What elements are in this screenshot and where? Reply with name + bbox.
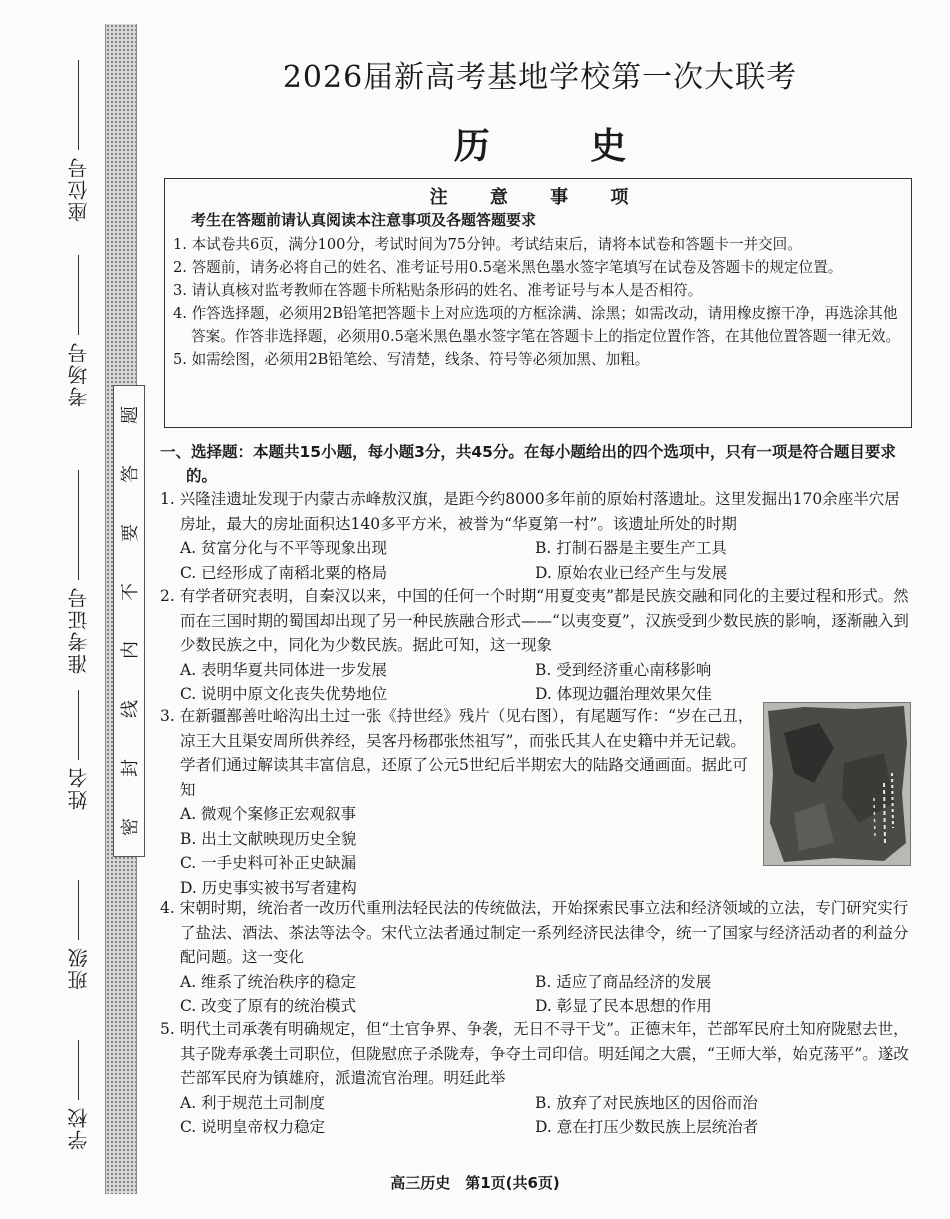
- page-footer: 高三历史 第1页(共6页): [390, 1174, 560, 1192]
- seal-char: 要: [120, 523, 141, 542]
- option-b: B. 放弃了对民族地区的因俗而治: [535, 1093, 758, 1112]
- exam-title: 2026届新高考基地学校第一次大联考: [282, 60, 798, 95]
- section-heading: 一、选择题：本题共15小题，每小题3分，共45分。在每小题给出的四个选项中，只有一项是符合题目要求的。: [160, 443, 896, 485]
- option-a: A. 表明华夏共同体进一步发展: [180, 660, 388, 679]
- question-2: [160, 584, 910, 707]
- exam-id-label: 准考证号: [66, 586, 91, 674]
- option-d: D. 体现边疆治理效果欠佳: [535, 685, 712, 703]
- school-field: [58, 1040, 98, 1156]
- option-b: B. 出土文献映现历史全貌: [180, 829, 357, 848]
- name-field: [58, 690, 98, 816]
- option-d: D. 意在打压少数民族上层统治者: [535, 1118, 759, 1136]
- name-label: 姓名: [66, 766, 91, 810]
- notice-item: 5. 如需绘图，必须用2B铅笔绘、写清楚，线条、符号等必须加黑、加粗。: [173, 351, 650, 368]
- option-c: C. 一手史料可补正史缺漏: [180, 854, 357, 872]
- exam-id-line: [78, 470, 79, 580]
- question-stem: 1. 兴隆洼遗址发现于内蒙古赤峰敖汉旗，是距今约8000多年前的原始村落遗址。这里发掘出170余座半穴居房址，最大的房址面积达140多平方米，被誉为“华夏第一村”。该遗址所处的时期: [160, 490, 900, 533]
- seal-line-box: [113, 385, 145, 857]
- exam-id-field: [58, 470, 98, 680]
- option-c: C. 已经形成了南稻北粟的格局: [180, 563, 388, 582]
- exam-room-field: [58, 255, 98, 413]
- option-b: B. 适应了商品经济的发展: [535, 972, 712, 991]
- seat-number-line: [78, 60, 79, 150]
- class-line: [78, 880, 79, 940]
- seal-char: 线: [120, 700, 141, 719]
- option-grid: [160, 536, 910, 585]
- question-1: [160, 487, 910, 585]
- class-field: [58, 880, 98, 996]
- question-stem: 2. 有学者研究表明，自秦汉以来，中国的任何一个时期“用夏变夷”都是民族交融和同化的主要过程和形式。然而在三国时期的蜀国却出现了另一种民族融合形式——“以夷变夏”，汉族受到少数民族的影响，逐渐融入到少数民族之中，同化为少数民族。据此可知，这一现象: [160, 587, 909, 654]
- seal-char: 内: [120, 641, 141, 660]
- question-5: [160, 1017, 910, 1140]
- seat-number-field: [58, 60, 98, 228]
- option-a: A. 利于规范土司制度: [180, 1093, 326, 1112]
- option-b: B. 受到经济重心南移影响: [535, 660, 712, 679]
- option-a: A. 贫富分化与不平等现象出现: [180, 539, 388, 557]
- option-d: D. 历史事实被书写者建构: [180, 878, 357, 897]
- name-line: [78, 690, 79, 760]
- option-a: A. 微观个案修正宏观叙事: [180, 805, 357, 823]
- notice-item: 1. 本试卷共6页，满分100分，考试时间为75分钟。考试结束后，请将本试卷和答题卡一并交回。: [173, 236, 802, 253]
- seal-char: 答: [120, 465, 141, 484]
- manuscript-fragment-image: [763, 702, 911, 866]
- school-line: [78, 1040, 79, 1100]
- notice-title: 注 意 事 项: [429, 187, 647, 208]
- notice-item: 3. 请认真核对监考教师在答题卡所粘贴条形码的姓名、准考证号与本人是否相符。: [173, 282, 703, 299]
- seat-number-label: 座位号: [66, 156, 91, 222]
- question-3: [160, 704, 758, 900]
- seal-char: 不: [120, 582, 141, 601]
- seal-char: 封: [120, 758, 141, 777]
- seal-char: 题: [120, 406, 141, 425]
- question-4: [160, 896, 910, 1019]
- exam-room-line: [78, 255, 79, 335]
- question-stem: 5. 明代土司承袭有明确规定，但“土官争界、争袭，无日不寻干戈”。正德末年，芒部军民府土知府陇慰去世，其子陇寿承袭土司职位，但陇慰庶子杀陇寿，争夺土司印信。明廷闻之大震，“王师大举，始克荡平”。遂改芒部军民府为镇雄府，派遣流官治理。明廷此举: [160, 1020, 909, 1087]
- class-label: 班级: [66, 946, 91, 990]
- manuscript-fragment-icon: [764, 703, 910, 865]
- option-c: C. 说明皇帝权力稳定: [180, 1118, 326, 1136]
- question-stem: 4. 宋朝时期，统治者一改历代重刑法轻民法的传统做法，开始探索民事立法和经济领域的立法，专门研究实行了盐法、酒法、茶法等法令。宋代立法者通过制定一系列经济民法律令，统一了国家与经济活动者的利益分配问题。这一变化: [160, 899, 909, 966]
- option-c: C. 改变了原有的统治模式: [180, 997, 357, 1015]
- option-d: D. 彰显了民本思想的作用: [535, 997, 712, 1015]
- option-grid: [160, 1091, 910, 1140]
- notice-box: [164, 178, 912, 428]
- option-a: A. 维系了统治秩序的稳定: [180, 972, 357, 991]
- question-stem: 3. 在新疆鄯善吐峪沟出土过一张《持世经》残片（见右图），有尾题写作：“岁在己丑，凉王大且渠安周所供养经，吴客丹杨郡张烋祖写”，而张氏其人在史籍中并无记载。学者们通过解读其丰富信息，还原了公元5世纪后半期宏大的陆路交通画面。据此可知: [160, 707, 754, 799]
- binding-margin: [0, 0, 105, 1219]
- seal-char: 密: [120, 817, 141, 836]
- option-b: B. 打制石器是主要生产工具: [535, 539, 727, 557]
- option-grid: [160, 802, 758, 900]
- school-label: 学校: [66, 1106, 91, 1150]
- notice-item: 4. 作答选择题，必须用2B铅笔把答题卡上对应选项的方框涂满、涂黑；如需改动，请用橡皮擦干净，再选涂其他答案。作答非选择题，必须用0.5毫米黑色墨水签字笔在答题卡上的指定位置作答，在其他位置答题一律无效。: [173, 305, 901, 345]
- subject-title: 历 史: [453, 126, 671, 167]
- option-grid: [160, 658, 910, 707]
- option-d: D. 原始农业已经产生与发展: [535, 563, 728, 582]
- notice-subtitle: 考生在答题前请认真阅读本注意事项及各题答题要求: [191, 211, 537, 229]
- option-c: C. 说明中原文化丧失优势地位: [180, 685, 388, 703]
- exam-room-label: 考场号: [66, 341, 91, 407]
- option-grid: [160, 970, 910, 1019]
- notice-item: 2. 答题前，请务必将自己的姓名、准考证号用0.5毫米黑色墨水签字笔填写在试卷及答题卡的规定位置。: [173, 259, 843, 276]
